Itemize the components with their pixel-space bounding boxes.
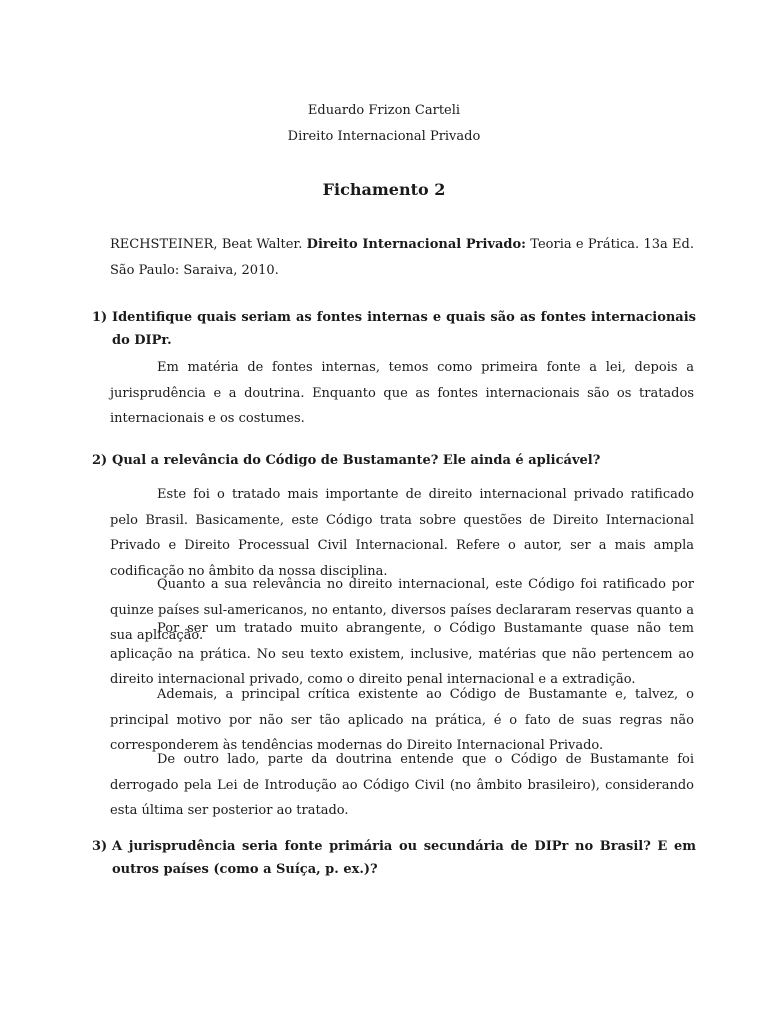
answer-2-paragraph-3: Por ser um tratado muito abrangente, o Código Bustamante quase não tem aplicação na prática. No seu texto existem, inclusive, matérias que não pertencem ao direito internacional privado, como o direito penal internacional e a extradição.: [110, 621, 694, 688]
course-name: Direito Internacional Privado: [287, 129, 481, 144]
question-text: Qual a relevância do Código de Bustamante? Ele ainda é aplicável?: [112, 453, 601, 468]
question-3: [92, 835, 696, 881]
question-2: [92, 449, 696, 472]
question-number: 1): [92, 310, 108, 325]
question-number: 2): [92, 453, 108, 468]
reference-book-title: Direito Internacional Privado:: [306, 237, 526, 252]
reference-details: Teoria e Prática. 13a Ed. São Paulo: Saraiva, 2010.: [110, 237, 694, 278]
question-text: Identifique quais seriam as fontes internas e quais são as fontes internacionais do DIPr.: [112, 310, 696, 348]
answer-2-paragraph-1: Este foi o tratado mais importante de direito internacional privado ratificado pelo Brasil. Basicamente, este Código trata sobre questões de Direito Internacional Privado e Direito Processual Civil Internacional. Refere o autor, ser a mais ampla codificação no âmbito da nossa disciplina.: [110, 487, 694, 579]
answer-1-paragraph: Em matéria de fontes internas, temos como primeira fonte a lei, depois a jurisprudência e a doutrina. Enquanto que as fontes internacionais são os tratados internacionais e os costumes.: [110, 360, 694, 427]
author-name: Eduardo Frizon Carteli: [307, 103, 461, 118]
answer-2-paragraph-2: Quanto a sua relevância no direito internacional, este Código foi ratificado por quinze países sul-americanos, no entanto, diversos países declararam reservas quanto a sua aplicação.: [110, 577, 694, 644]
document-title: Fichamento 2: [322, 180, 446, 199]
answer-2-paragraph-5: De outro lado, parte da doutrina entende que o Código de Bustamante foi derrogado pela Lei de Introdução ao Código Civil (no âmbito brasileiro), considerando esta última ser posterior ao tratado.: [110, 752, 694, 819]
answer-2-paragraph-4: Ademais, a principal crítica existente ao Código de Bustamante e, talvez, o principal motivo por não ser tão aplicado na prática, é o fato de suas regras não corresponderem às tendências modernas do Direito Internacional Privado.: [110, 687, 694, 754]
reference-authors: RECHSTEINER, Beat Walter.: [110, 237, 303, 252]
question-number: 3): [92, 839, 108, 854]
bibliographic-reference: [110, 232, 694, 284]
question-text: A jurisprudência seria fonte primária ou secundária de DIPr no Brasil? E em outros países (como a Suíça, p. ex.)?: [112, 839, 696, 877]
question-1: [92, 306, 696, 352]
